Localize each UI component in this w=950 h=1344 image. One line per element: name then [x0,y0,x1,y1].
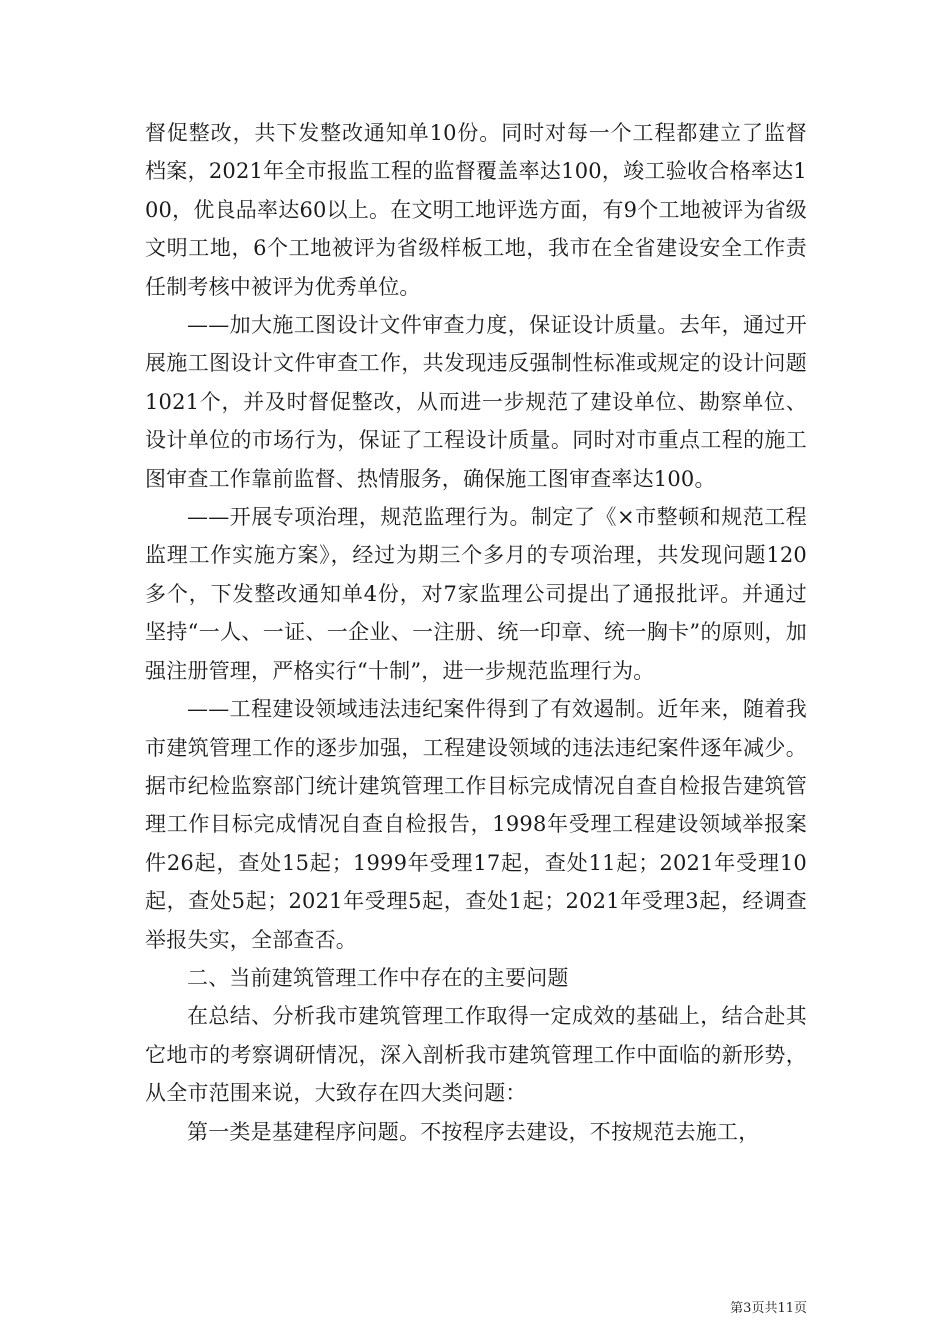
section-heading: 二、当前建筑管理工作中存在的主要问题 [187,965,569,990]
paragraph-5: 在总结、分析我市建筑管理工作取得一定成效的基础上，结合赴其它地市的考察调研情况，深入剖析我市建筑管理工作中面临的新形势，从全市范围来说，大致存在四大类问题： [145,1004,807,1106]
paragraph-1: 督促整改，共下发整改通知单10份。同时对每一个工程都建立了监督档案，2021年全市报监工程的监督覆盖率达100，竣工验收合格率达100，优良品率达60以上。在文明工地评选方面，有9个工地被评为省级文明工地，6个工地被评为省级样板工地，我市在全省建设安全工作责任制考核中被评为优秀单位。 [145,121,807,299]
page-number-footer: 第3页共11页 [730,1301,807,1316]
paragraph-3: ——开展专项治理，规范监理行为。制定了《×市整顿和规范工程监理工作实施方案》，经过为期三个多月的专项治理，共发现问题120多个，下发整改通知单4份，对7家监理公司提出了通报批评。并通过坚持“一人、一证、一企业、一注册、统一印章、统一胸卡”的原则，加强注册管理，严格实行“十制”，进一步规范监理行为。 [145,505,807,683]
paragraph-4: ——工程建设领域违法违纪案件得到了有效遏制。近年来，随着我市建筑管理工作的逐步加强，工程建设领域的违法违纪案件逐年减少。据市纪检监察部门统计建筑管理工作目标完成情况自查自检报告建筑管理工作目标完成情况自查自检报告，1998年受理工程建设领域举报案件26起，查处15起；1999年受理17起，查处11起；2021年受理10起，查处5起；2021年受理5起，查处1起；2021年受理3起，经调查举报失实，全部查否。 [145,697,807,952]
paragraph-6: 第一类是基建程序问题。不按程序去建设，不按规范去施工， [187,1119,760,1144]
document-body [145,114,807,1151]
paragraph-2: ——加大施工图设计文件审查力度，保证设计质量。去年，通过开展施工图设计文件审查工作，共发现违反强制性标准或规定的设计问题1021个，并及时督促整改，从而进一步规范了建设单位、勘察单位、设计单位的市场行为，保证了工程设计质量。同时对市重点工程的施工图审查工作靠前监督、热情服务，确保施工图审查率达100。 [145,313,807,491]
